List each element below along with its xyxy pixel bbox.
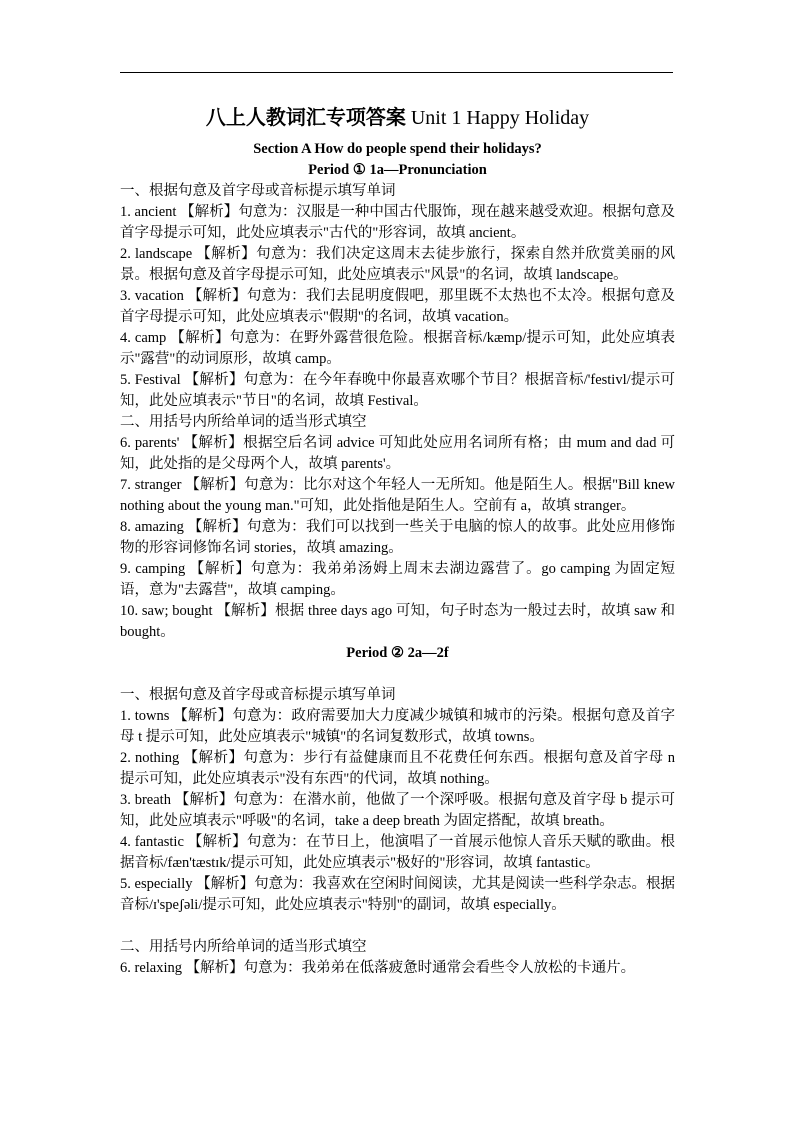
p2-part2-heading: 二、用括号内所给单词的适当形式填空 bbox=[120, 939, 367, 955]
p1-part1-heading: 一、根据句意及首字母或音标提示填写单词 bbox=[120, 183, 396, 199]
answer-item: 9. camping 【解析】句意为：我弟弟汤姆上周末去湖边露营了。go camping 为固定短语，意为"去露营"，故填 camping。 bbox=[120, 561, 675, 598]
answer-item: 1. towns 【解析】句意为：政府需要加大力度减少城镇和城市的污染。根据句意及首字母 t 提示可知，此处应填表示"城镇"的名词复数形式，故填 towns。 bbox=[120, 708, 675, 745]
answer-item: 2. landscape 【解析】句意为：我们决定这周末去徒步旅行，探索自然并欣赏美丽的风景。根据句意及首字母提示可知，此处应填表示"风景"的名词，故填 landscape。 bbox=[120, 246, 675, 283]
period-2-heading: Period ② 2a—2f bbox=[346, 645, 449, 661]
header-rule bbox=[120, 72, 673, 73]
answer-item: 4. fantastic 【解析】句意为：在节日上，他演唱了一首展示他惊人音乐天赋的歌曲。根据音标/fæn'tæstɪk/提示可知，此处应填表示"极好的"形容词，故填 fantastic。 bbox=[120, 834, 675, 871]
document-body bbox=[120, 104, 675, 979]
section-a-heading: Section A How do people spend their holidays? bbox=[253, 141, 542, 157]
answer-item: 4. camp 【解析】句意为：在野外露营很危险。根据音标/kæmp/提示可知，此处应填表示"露营"的动词原形，故填 camp。 bbox=[120, 330, 675, 367]
answer-item: 3. breath 【解析】句意为：在潜水前，他做了一个深呼吸。根据句意及首字母 b 提示可知，此处应填表示"呼吸"的名词，take a deep breath 为固定搭配，故填 breath。 bbox=[120, 792, 675, 829]
answer-item: 1. ancient 【解析】句意为：汉服是一种中国古代服饰，现在越来越受欢迎。根据句意及首字母提示可知，此处应填表示"古代的"形容词，故填 ancient。 bbox=[120, 204, 675, 241]
p2-part1-heading: 一、根据句意及首字母或音标提示填写单词 bbox=[120, 687, 396, 703]
page-title bbox=[120, 104, 675, 132]
page-title-en: Unit 1 Happy Holiday bbox=[405, 107, 590, 129]
answer-item: 5. Festival 【解析】句意为：在今年春晚中你最喜欢哪个节目？根据音标/'festivl/提示可知，此处应填表示"节日"的名词，故填 Festival。 bbox=[120, 372, 675, 409]
answer-item: 6. parents' 【解析】根据空后名词 advice 可知此处应用名词所有格；由 mum and dad 可知，此处指的是父母两个人，故填 parents'。 bbox=[120, 435, 675, 472]
answer-item: 10. saw; bought 【解析】根据 three days ago 可知，句子时态为一般过去时，故填 saw 和 bought。 bbox=[120, 603, 675, 640]
period-1-heading: Period ① 1a—Pronunciation bbox=[308, 162, 487, 178]
answer-item: 2. nothing 【解析】句意为：步行有益健康而且不花费任何东西。根据句意及首字母 n 提示可知，此处应填表示"没有东西"的代词，故填 nothing。 bbox=[120, 750, 675, 787]
answer-item: 6. relaxing 【解析】句意为：我弟弟在低落疲惫时通常会看些令人放松的卡通片。 bbox=[120, 960, 636, 976]
paragraph-gap bbox=[120, 916, 675, 937]
answer-item: 7. stranger 【解析】句意为：比尔对这个年轻人一无所知。他是陌生人。根据"Bill knew nothing about the young man."可知，此处指他是陌生人。空前有 a，故填 stranger。 bbox=[120, 477, 675, 514]
answer-item: 5. especially 【解析】句意为：我喜欢在空闲时间阅读，尤其是阅读一些科学杂志。根据音标/ɪ'speʃəli/提示可知，此处应填表示"特别"的副词，故填 especially。 bbox=[120, 876, 675, 913]
page-title-cn: 八上人教词汇专项答案 bbox=[205, 107, 406, 129]
answer-item: 8. amazing 【解析】句意为：我们可以找到一些关于电脑的惊人的故事。此处应用修饰物的形容词修饰名词 stories，故填 amazing。 bbox=[120, 519, 675, 556]
p1-part2-heading: 二、用括号内所给单词的适当形式填空 bbox=[120, 414, 367, 430]
answer-item: 3. vacation 【解析】句意为：我们去昆明度假吧，那里既不太热也不太冷。根据句意及首字母提示可知，此处应填表示"假期"的名词，故填 vacation。 bbox=[120, 288, 675, 325]
